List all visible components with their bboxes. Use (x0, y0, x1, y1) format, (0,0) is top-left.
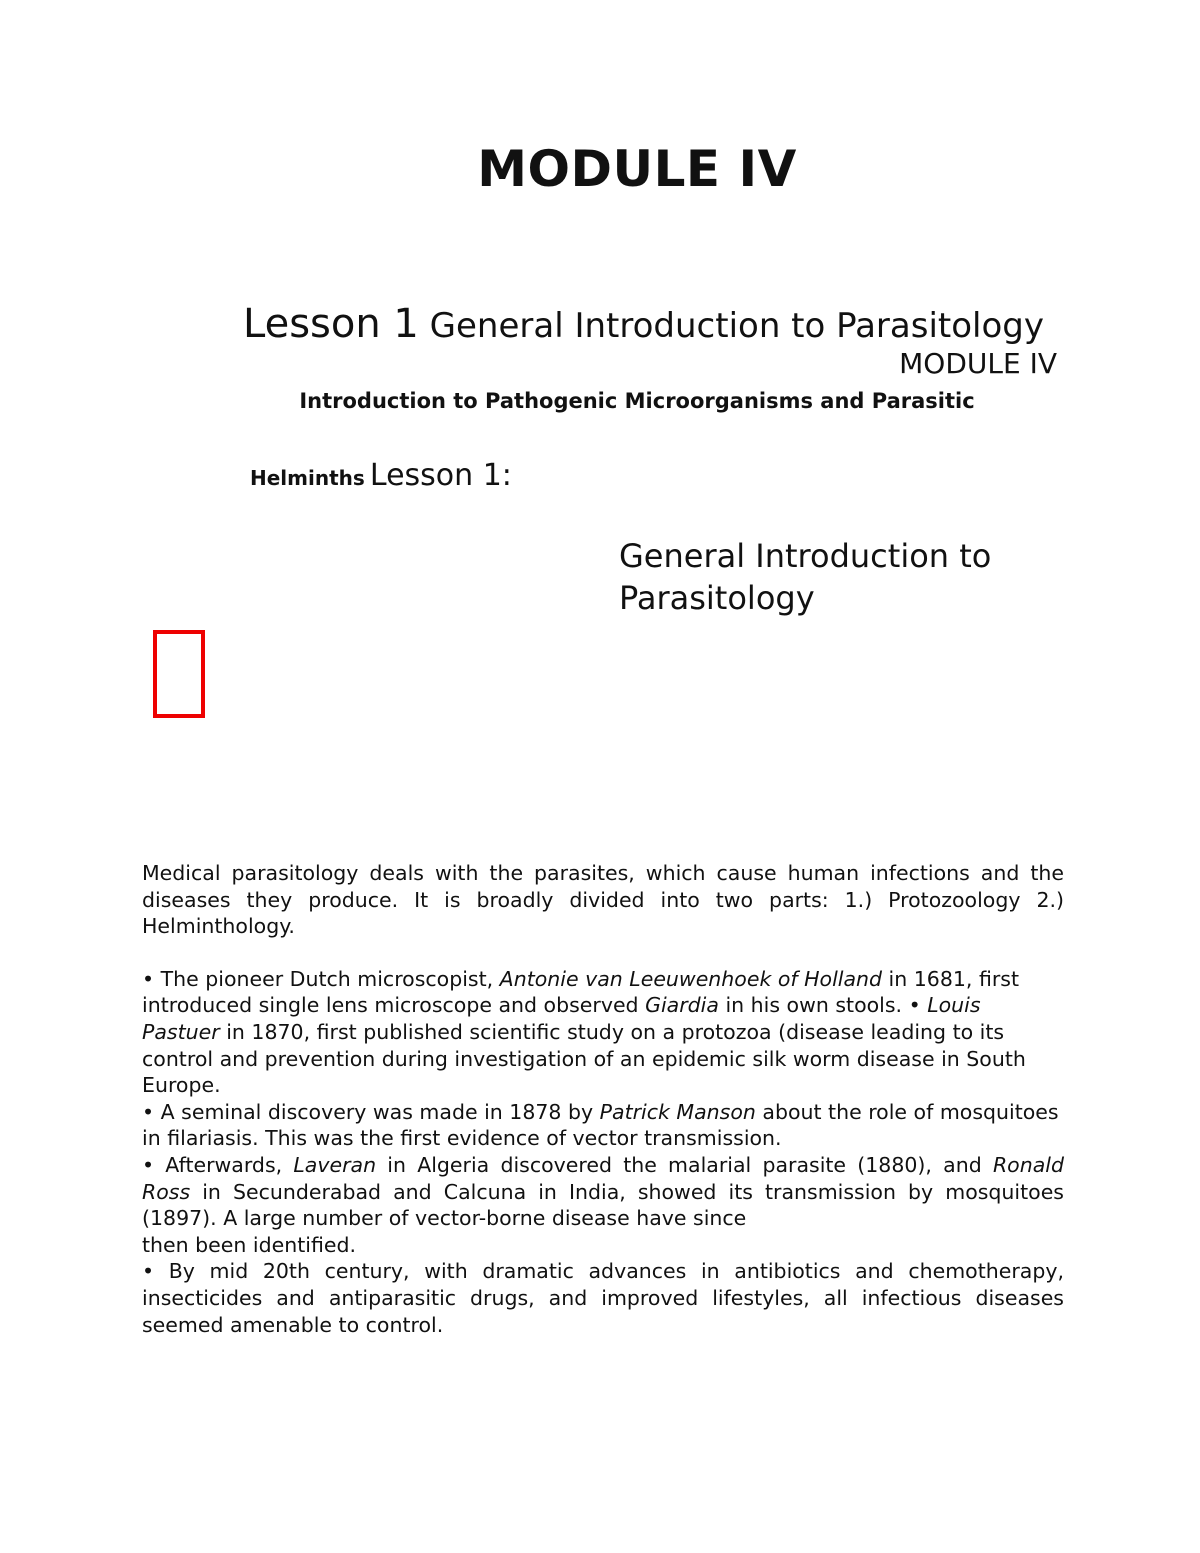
lesson-heading (243, 301, 1044, 347)
italic-name: Louis Pastuer (142, 993, 981, 1044)
module-subheading: MODULE IV (899, 347, 1057, 380)
general-intro-line1: General Introduction to (619, 537, 992, 575)
lesson-topic: General Introduction to Parasitology (429, 306, 1044, 346)
bullet-laveran-tail: then been identified. (142, 1232, 356, 1257)
text-span: in his own stools. • (718, 993, 928, 1018)
text-span: about the role of mosquitoes in filariasis. This was the first evidence of vector transmission. (142, 1099, 1059, 1151)
text-span: • Afterwards, (142, 1152, 294, 1177)
text-span: in Algeria discovered the malarial parasite (1880), and (376, 1152, 993, 1177)
missing-glyph-box-icon (153, 630, 205, 718)
paragraph-gap (142, 940, 1064, 966)
italic-name: Patrick Manson (599, 1099, 756, 1124)
italic-name: Ronald Ross (142, 1152, 1064, 1204)
general-intro-line2: Parasitology (619, 579, 815, 617)
body-text (142, 860, 1064, 1338)
intro-line: Introduction to Pathogenic Microorganisms and Parasitic (299, 389, 975, 413)
module-title: MODULE IV (477, 140, 797, 198)
italic-name: Giardia (645, 993, 719, 1018)
general-intro-heading (619, 535, 1059, 619)
bullet-leeuwenhoek (142, 966, 1064, 1099)
helminths-lesson: Lesson 1: (369, 458, 512, 493)
intro-paragraph: Medical parasitology deals with the parasites, which cause human infections and the diseases they produce. It is broadly divided into two parts: 1.) Protozoology 2.) Helminthology. (142, 861, 1064, 939)
text-span: • The pioneer Dutch microscopist, (142, 966, 500, 991)
helminths-label: Helminths (250, 466, 365, 490)
bullet-laveran (142, 1152, 1064, 1232)
helminths-line (250, 458, 512, 493)
bullet-mid-century: • By mid 20th century, with dramatic advances in antibiotics and chemotherapy, insecticides and antiparasitic drugs, and improved lifestyles, all infectious diseases seemed amenable to control. (142, 1259, 1064, 1337)
text-span: in Secunderabad and Calcuna in India, showed its transmission by mosquitoes (1897). A large number of vector-borne disease have since (142, 1179, 1064, 1231)
italic-name: Antonie van Leeuwenhoek of Holland (499, 966, 883, 991)
text-span: in 1681, first introduced single lens microscope and observed (142, 966, 1020, 1018)
text-span: • A seminal discovery was made in 1878 by (142, 1099, 600, 1124)
lesson-label: Lesson 1 (243, 301, 419, 347)
bullet-manson (142, 1099, 1064, 1152)
italic-name: Laveran (293, 1152, 377, 1177)
text-span: in 1870, first published scientific study on a protozoa (disease leading to its control and prevention during investigation of an epidemic silk worm disease in South Europe. (142, 1019, 1026, 1098)
